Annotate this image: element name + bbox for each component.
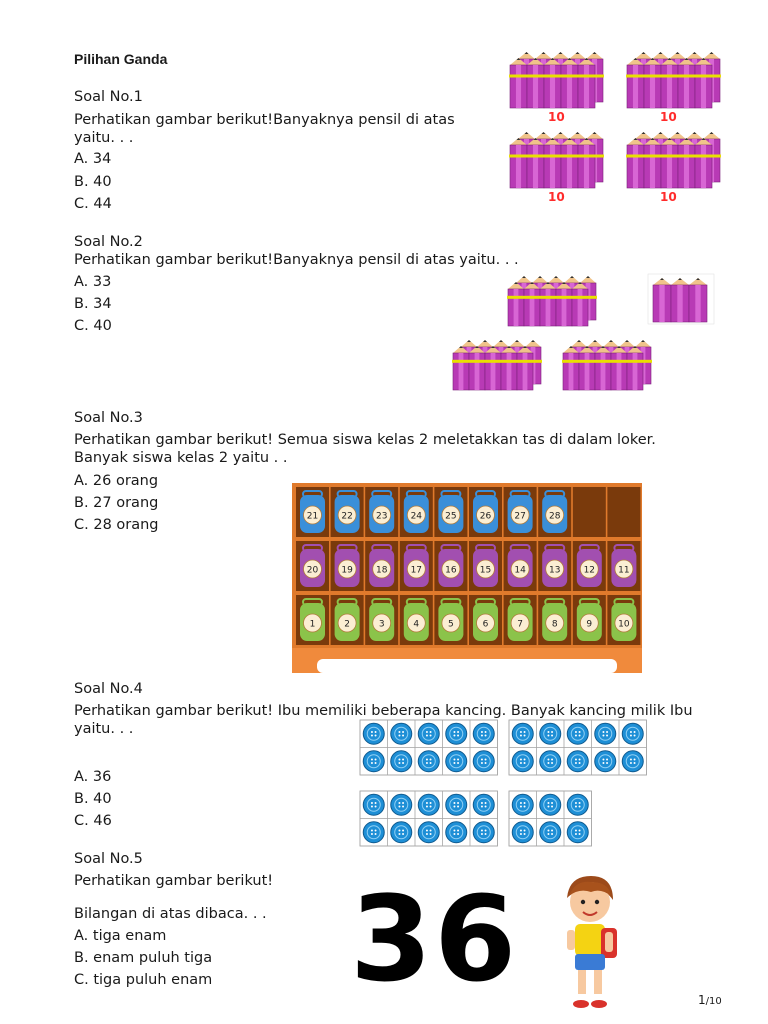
button-item [473,822,494,843]
pencil [527,58,544,108]
button-item [567,723,588,744]
school-bag [542,599,567,641]
school-bag [508,491,533,533]
school-bag [577,545,602,587]
locker-number: 21 [306,511,319,522]
school-bag [369,491,394,533]
rubber-band [452,360,542,363]
school-bag [473,599,498,641]
pencil [485,346,501,390]
button-item [446,794,467,815]
q5-text: Perhatikan gambar berikut! [74,873,274,889]
q4-text: Perhatikan gambar berikut! Ibu memiliki beberapa kancing. Banyak kancing milik Ibu yaitu. . . [74,703,693,737]
locker-number: 11 [618,565,630,576]
button-item [567,751,588,772]
button-item [595,723,616,744]
button-item [446,751,467,772]
pencil [544,58,561,108]
pencil [579,346,595,390]
locker-number: 27 [514,511,526,522]
button-item [391,822,412,843]
pencil [510,58,527,108]
pencil [689,278,707,322]
q5-option-b[interactable]: B. enam puluh tiga [74,950,213,966]
school-bag [508,545,533,587]
q2-option-c[interactable]: C. 40 [74,318,112,334]
button-item [363,751,384,772]
pencil [644,58,661,108]
school-bag [473,545,498,587]
school-bag [300,599,325,641]
rubber-band [562,360,652,363]
locker-number: 20 [306,565,319,576]
pencil [611,346,627,390]
locker-number: 14 [514,565,526,576]
page-number: 1/10 [698,993,722,1007]
locker-number: 13 [548,565,561,576]
school-bag [438,491,463,533]
pencil [578,138,595,188]
button-item [363,794,384,815]
school-bag [300,491,325,533]
q1-title: Soal No.1 [74,89,143,105]
school-bag [404,599,429,641]
school-bag [335,599,360,641]
button-item [418,822,439,843]
button-item [391,723,412,744]
school-bag [404,491,429,533]
locker-number: 16 [445,565,457,576]
pencil [653,278,671,322]
pencil [661,58,678,108]
ten-label: 10 [660,190,677,204]
pencil [524,282,540,326]
button-item [446,723,467,744]
locker-number: 1 [309,619,316,630]
q4-option-a[interactable]: A. 36 [74,769,112,785]
q4-title: Soal No.4 [74,681,143,697]
button-item [540,723,561,744]
pencil [572,282,588,326]
pencil [517,346,533,390]
q3-title: Soal No.3 [74,410,143,426]
button-item [473,794,494,815]
school-bag [508,599,533,641]
button-item [391,751,412,772]
big-number: 36 [350,870,519,1008]
pencil [469,346,485,390]
locker-number: 23 [375,511,388,522]
q5-option-c[interactable]: C. tiga puluh enam [74,972,213,988]
pencil [508,282,524,326]
button-item [622,751,643,772]
button-item [512,794,533,815]
button-item [540,822,561,843]
button-item [363,723,384,744]
q1-text: Perhatikan gambar berikut!Banyaknya pensil di atas yaitu. . . [74,112,455,146]
q2-option-b[interactable]: B. 34 [74,296,112,312]
button-item [418,751,439,772]
school-bag [611,545,636,587]
button-item [363,822,384,843]
q1-option-b[interactable]: B. 40 [74,174,112,190]
pencil [563,346,579,390]
button-item [418,794,439,815]
locker-number: 5 [448,619,454,630]
pencil [578,58,595,108]
locker-number: 3 [378,619,385,630]
pencil [501,346,517,390]
locker-number: 24 [410,511,423,522]
school-bag [611,599,636,641]
locker-number: 7 [517,619,523,630]
locker-number: 10 [618,619,630,630]
pencil [527,138,544,188]
school-bag [335,491,360,533]
pencil [695,58,712,108]
button-item [473,751,494,772]
locker-cell [573,487,606,537]
boy-illustration [555,870,625,1015]
q1-pencil-figure [505,50,740,208]
pencil [671,278,689,322]
school-bag [542,545,567,587]
button-item [473,723,494,744]
q5-title: Soal No.5 [74,851,143,867]
pencil [556,282,572,326]
q3-option-b[interactable]: B. 27 orang [74,495,159,511]
school-bag [404,545,429,587]
pencil [540,282,556,326]
section-title: Pilihan Ganda [74,51,168,67]
pencil [661,138,678,188]
button-figure [358,718,650,850]
locker-number: 25 [445,511,457,522]
q1-option-c[interactable]: C. 44 [74,196,112,212]
rubber-band [626,75,721,78]
pencil [627,138,644,188]
locker-number: 4 [413,619,420,630]
q2-title: Soal No.2 [74,234,143,250]
button-item [567,794,588,815]
locker-figure [292,483,642,673]
locker-number: 6 [482,619,489,630]
button-item [540,794,561,815]
rubber-band [626,155,721,158]
q3-text: Perhatikan gambar berikut! Semua siswa kelas 2 meletakkan tas di dalam loker. Banyak siswa kelas 2 yaitu . . [74,432,656,466]
ten-label: 10 [660,110,677,124]
pencil [627,346,643,390]
locker-number: 26 [479,511,492,522]
button-item [418,723,439,744]
q2-option-a[interactable]: A. 33 [74,274,112,290]
pencil [678,58,695,108]
button-item [512,751,533,772]
pencil [544,138,561,188]
q3-option-c[interactable]: C. 28 orang [74,517,159,533]
ten-label: 10 [548,110,565,124]
locker-number: 9 [586,619,593,630]
q4-option-b[interactable]: B. 40 [74,791,112,807]
rubber-band [509,155,604,158]
pencil [644,138,661,188]
ten-label: 10 [548,190,565,204]
school-bag [577,599,602,641]
pencil [678,138,695,188]
school-bag [300,545,325,587]
q1-option-a[interactable]: A. 34 [74,151,112,167]
button-item [512,822,533,843]
button-item [512,723,533,744]
school-bag [369,545,394,587]
school-bag [335,545,360,587]
q3-option-a[interactable]: A. 26 orang [74,473,159,489]
pencil [595,346,611,390]
locker-number: 18 [375,565,388,576]
q2-pencil-figure [448,272,718,392]
button-item [622,723,643,744]
q5-prompt: Bilangan di atas dibaca. . . [74,906,267,922]
locker-cell [607,487,640,537]
school-bag [369,599,394,641]
pencil [453,346,469,390]
pencil [627,58,644,108]
school-bag [438,545,463,587]
button-item [446,822,467,843]
locker-number: 2 [344,619,350,630]
q4-option-c[interactable]: C. 46 [74,813,112,829]
rubber-band [507,296,597,299]
locker-number: 22 [341,511,353,522]
q2-text: Perhatikan gambar berikut!Banyaknya pensil di atas yaitu. . . [74,252,519,268]
school-bag [473,491,498,533]
button-item [391,794,412,815]
pencil [561,58,578,108]
locker-number: 28 [548,511,561,522]
pencil [510,138,527,188]
q5-option-a[interactable]: A. tiga enam [74,928,167,944]
locker-number: 15 [479,565,492,576]
locker-number: 8 [551,619,558,630]
pencil [695,138,712,188]
locker-number: 12 [583,565,596,576]
school-bag [438,599,463,641]
button-item [540,751,561,772]
locker-number: 17 [410,565,423,576]
pencil [561,138,578,188]
rubber-band [509,75,604,78]
locker-number: 19 [341,565,353,576]
button-item [567,822,588,843]
button-item [595,751,616,772]
school-bag [542,491,567,533]
